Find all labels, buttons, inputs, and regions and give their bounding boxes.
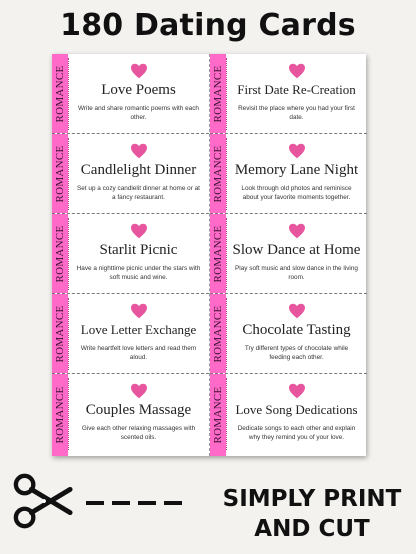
heart-icon xyxy=(68,63,209,79)
cta-line-1: SIMPLY PRINT xyxy=(222,486,402,512)
card-title: Memory Lane Night xyxy=(234,162,359,178)
romance-tab xyxy=(52,54,68,133)
romance-tab xyxy=(210,294,226,373)
card-description: Dedicate songs to each other and explain why they remind you of your love. xyxy=(237,425,356,441)
tab-label: ROMANCE xyxy=(212,386,224,444)
romance-tab xyxy=(210,54,226,133)
dating-card xyxy=(52,134,209,214)
heart-icon xyxy=(226,223,367,239)
card-description: Write heartfelt love letters and read them aloud. xyxy=(80,345,197,361)
romance-tab xyxy=(210,134,226,213)
tab-label: ROMANCE xyxy=(54,144,66,203)
heart-icon xyxy=(68,143,209,159)
card-title: Couples Massage xyxy=(85,402,192,418)
dating-card xyxy=(210,374,367,456)
dating-card xyxy=(52,214,209,294)
card-description: Have a nighttime picnic under the stars with soft music and wine. xyxy=(76,265,201,281)
romance-tab xyxy=(52,374,68,456)
card-description: Look through old photos and reminisce about your favorite moments together. xyxy=(241,185,352,201)
cut-line xyxy=(86,501,194,506)
card-title: Slow Dance at Home xyxy=(232,242,361,258)
tab-label: ROMANCE xyxy=(54,64,66,123)
card-sheet xyxy=(52,54,366,456)
dating-card xyxy=(210,54,367,134)
tab-label: ROMANCE xyxy=(54,386,66,444)
card-column-left xyxy=(52,54,209,456)
romance-tab xyxy=(52,214,68,293)
tab-label: ROMANCE xyxy=(212,224,224,283)
card-description: Write and share romantic poems with each other. xyxy=(77,105,199,121)
dating-card xyxy=(52,54,209,134)
card-description: Revisit the place where you had your first date. xyxy=(238,105,355,121)
card-description: Set up a cozy candlelit dinner at home or at a fancy restaurant. xyxy=(77,185,200,201)
card-title: Candlelight Dinner xyxy=(80,162,197,178)
card-column-right xyxy=(209,54,367,456)
tab-label: ROMANCE xyxy=(212,144,224,203)
dating-card xyxy=(52,294,209,374)
card-title: Love Poems xyxy=(101,82,176,98)
heart-icon xyxy=(226,303,367,319)
dating-card xyxy=(210,294,367,374)
romance-tab xyxy=(52,134,68,213)
card-description: Give each other relaxing massages with scented oils. xyxy=(81,425,196,441)
card-title: Starlit Picnic xyxy=(99,242,178,258)
heart-icon xyxy=(68,383,209,399)
dating-card xyxy=(52,374,209,456)
heart-icon xyxy=(226,143,367,159)
heart-icon xyxy=(226,383,367,399)
romance-tab xyxy=(210,374,226,456)
card-description: Play soft music and slow dance in the living room. xyxy=(235,265,358,281)
page-title: 180 Dating Cards xyxy=(60,8,356,43)
heart-icon xyxy=(68,303,209,319)
card-description: Try different types of chocolate while feeding each other. xyxy=(244,345,349,361)
scissors-icon xyxy=(12,470,74,532)
card-title: Love Song Dedications xyxy=(235,402,358,417)
tab-label: ROMANCE xyxy=(54,304,66,363)
card-title: Love Letter Exchange xyxy=(80,322,197,337)
tab-label: ROMANCE xyxy=(212,64,224,123)
tab-label: ROMANCE xyxy=(212,304,224,363)
tab-label: ROMANCE xyxy=(54,224,66,283)
dating-card xyxy=(210,134,367,214)
heart-icon xyxy=(226,63,367,79)
card-title: First Date Re-Creation xyxy=(237,82,356,97)
heart-icon xyxy=(68,223,209,239)
dating-card xyxy=(210,214,367,294)
card-title: Chocolate Tasting xyxy=(242,322,351,338)
romance-tab xyxy=(52,294,68,373)
cta-line-2: AND CUT xyxy=(254,516,370,542)
print-and-cut-text xyxy=(212,484,412,544)
romance-tab xyxy=(210,214,226,293)
